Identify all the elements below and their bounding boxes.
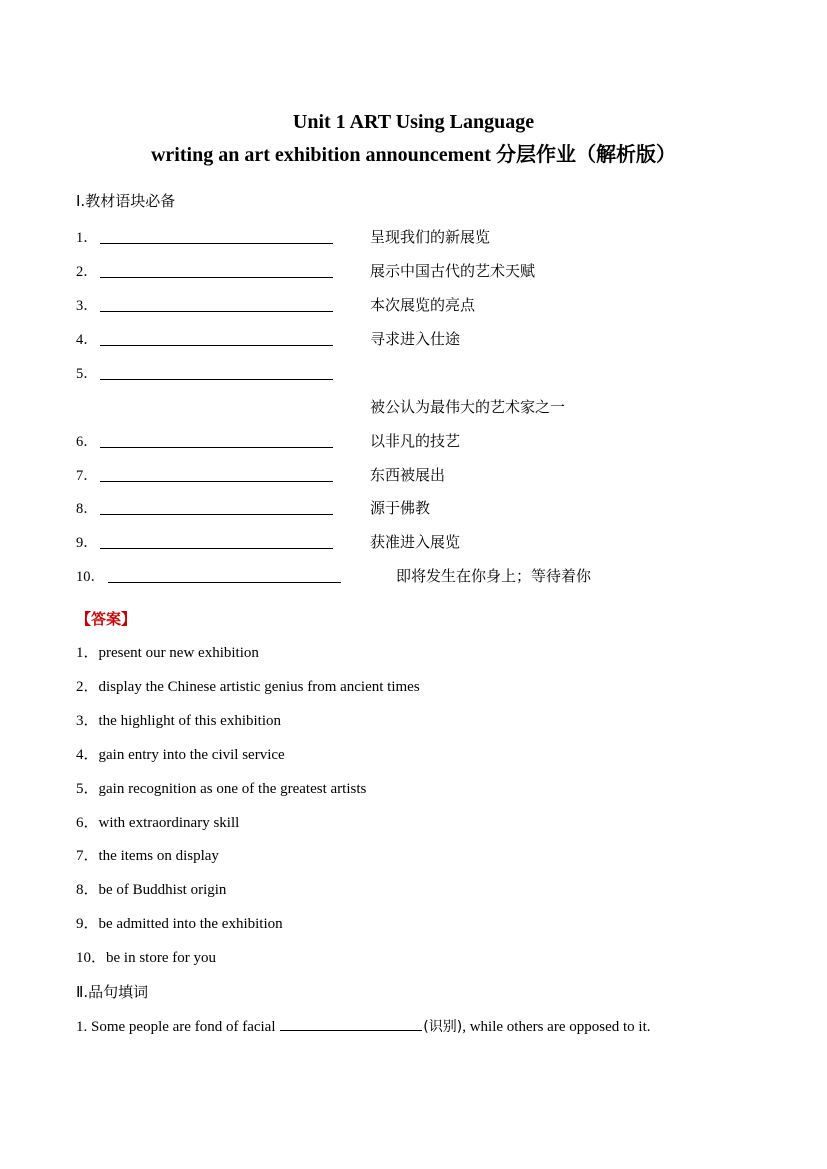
vocab-row <box>76 464 776 486</box>
chinese-hint: (识别) <box>423 1019 463 1035</box>
question-text-before: 1. Some people are fond of facial <box>76 1019 280 1035</box>
item-number: 8． <box>76 501 98 517</box>
answer-blank[interactable] <box>100 514 333 515</box>
chinese-prompt: 展示中国古代的艺术天赋 <box>370 262 536 280</box>
item-number: 7． <box>76 468 98 484</box>
sentence-question-1 <box>76 1016 651 1036</box>
item-number: 3． <box>76 298 98 314</box>
chinese-prompt-item-5: 被公认为最伟大的艺术家之一 <box>370 398 566 416</box>
answer-item: 6．with extraordinary skill <box>76 815 240 831</box>
vocab-row <box>76 362 776 384</box>
answer-item: 5．gain recognition as one of the greatest artists <box>76 781 367 797</box>
vocab-row <box>76 531 776 553</box>
chinese-prompt: 以非凡的技艺 <box>370 432 461 450</box>
section-1-heading: Ⅰ.教材语块必备 <box>76 192 176 210</box>
answer-item: 4．gain entry into the civil service <box>76 747 285 763</box>
vocab-row <box>76 260 776 282</box>
vocab-row <box>76 430 776 452</box>
answer-item: 9．be admitted into the exhibition <box>76 916 283 932</box>
title-line-1: Unit 1 ART Using Language <box>292 111 535 133</box>
vocab-row <box>76 226 776 248</box>
fill-in-blank[interactable] <box>280 1016 422 1031</box>
answer-blank[interactable] <box>100 311 333 312</box>
chinese-prompt: 获准进入展览 <box>370 533 461 551</box>
chinese-prompt: 东西被展出 <box>370 466 446 484</box>
answer-blank[interactable] <box>100 277 333 278</box>
answer-blank[interactable] <box>100 379 333 380</box>
answer-label: 【答案】 <box>76 610 137 628</box>
chinese-prompt: 呈现我们的新展览 <box>370 228 491 246</box>
chinese-prompt: 源于佛教 <box>370 499 431 517</box>
document-title <box>0 106 827 172</box>
item-number: 1． <box>76 230 98 246</box>
answer-item: 7．the items on display <box>76 848 219 864</box>
answer-item: 3．the highlight of this exhibition <box>76 713 281 729</box>
item-number: 10． <box>76 569 105 585</box>
chinese-prompt: 寻求进入仕途 <box>370 330 461 348</box>
answer-item: 10．be in store for you <box>76 950 216 966</box>
item-number: 9． <box>76 535 98 551</box>
answer-blank[interactable] <box>100 548 333 549</box>
item-number: 6． <box>76 434 98 450</box>
answer-item: 1．present our new exhibition <box>76 645 259 661</box>
item-number: 5． <box>76 366 98 382</box>
section-2-heading: Ⅱ.品句填词 <box>76 983 149 1001</box>
answer-blank[interactable] <box>100 481 333 482</box>
chinese-prompt: 即将发生在你身上；等待着你 <box>396 567 592 585</box>
title-line-2: writing an art exhibition announcement 分层作业（解析版） <box>150 144 677 166</box>
answer-blank[interactable] <box>100 447 333 448</box>
answer-item: 8．be of Buddhist origin <box>76 882 227 898</box>
answer-blank[interactable] <box>100 243 333 244</box>
item-number: 4． <box>76 332 98 348</box>
vocab-row <box>76 565 776 587</box>
answer-blank[interactable] <box>100 345 333 346</box>
answer-item: 2．display the Chinese artistic genius from ancient times <box>76 679 420 695</box>
answer-blank[interactable] <box>108 582 341 583</box>
vocab-row <box>76 328 776 350</box>
vocab-row <box>76 497 776 519</box>
question-text-after: , while others are opposed to it. <box>462 1019 651 1035</box>
vocab-row <box>76 294 776 316</box>
item-number: 2． <box>76 264 98 280</box>
chinese-prompt: 本次展览的亮点 <box>370 296 476 314</box>
